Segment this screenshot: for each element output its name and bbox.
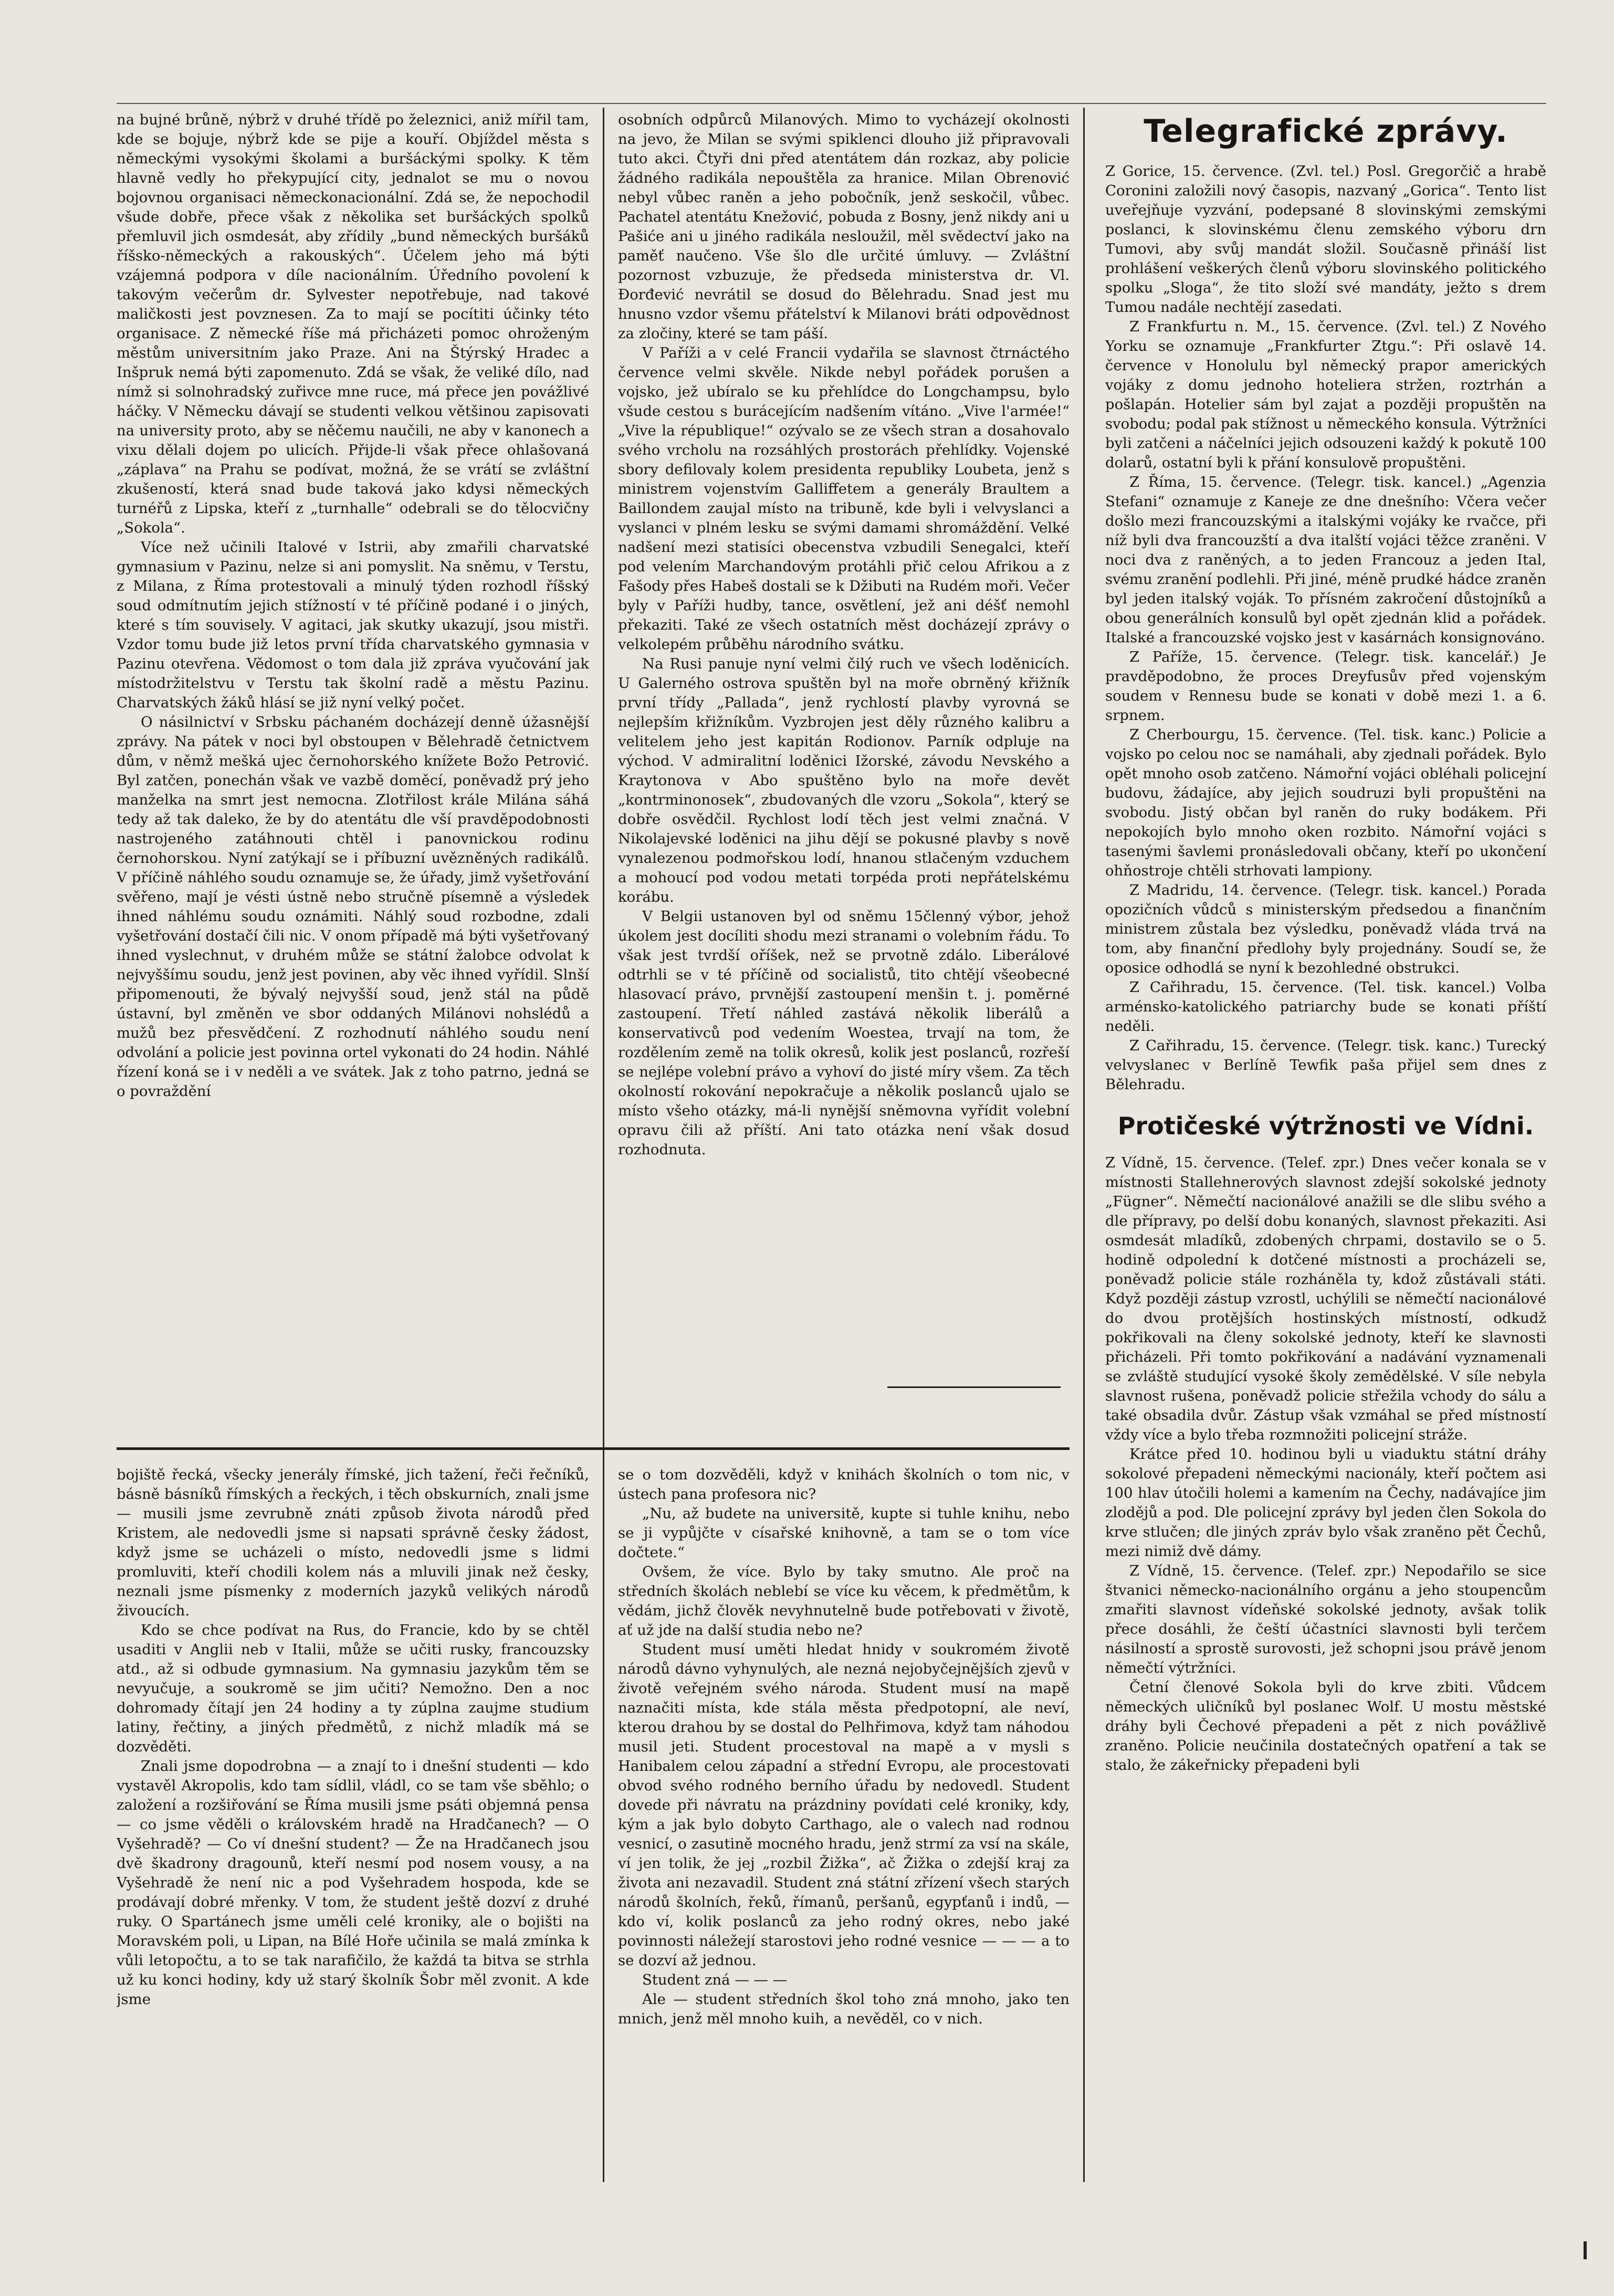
right-column-telegrams — [1105, 110, 1546, 2216]
feuilleton-paragraph: Ale — student středních škol toho zná mnoho, jako ten mnich, jenž měl mnoho kuih, a nevěděl, co v nich. — [618, 1991, 1070, 2027]
article-paragraph: na bujné brůně, nýbrž v druhé třídě po železnici, aniž mířil tam, kde se bojuje, nýbrž kde se pije a kouří. Objíždel města s německými vysokými školami a buršáckými spolky. K těm hlavně vedly ho překypující city, jednalot se mu o novou bojovnou organisaci německonacionální. Zdá se, že nepochodil všude dobře, přece však z několika set buršáckých spolků přemluvil jich osmdesát, aby zřídily „bund německých buršáků říšsko-německých a rakouských“. Účelem jeho má býti vzájemná podpora v díle nacionálním. Úředního povolení k takovým večerům dr. Sylvester nepotřebuje, nad takové maličkosti jest povznesen. Za to mají se pocítiti účinky této organisace. Z německé říše má přicházeti pomoc ohroženým městům universitním jako Praze. Ani na Štýrský Hradec a Inšpruk nemá býti zapomenuto. Zdá se však, že veliké dílo, nad nímž si solnohradský zuřivce mne ruce, má přece jen povážlivé háčky. V Německu dávají se studenti velkou většinou zapisovati na university proto, aby se něčemu naučili, ne aby v kanonech a vixu dělali dojem po ulicích. Přijde-li však přece ohlašovaná „záplava“ na Prahu se podívat, možná, že se vrátí se zvláštní zkušeností, která snad bude taková jako kdysi německých turnéřů z Lipska, kteří z „turnhalle“ odebrali se do tělocvičny „Sokola“. — [117, 111, 589, 536]
telegram-item: Z Cařihradu, 15. července. (Tel. tisk. kancel.) Volba arménsko-katolického patriarchy bude se konati příští neděli. — [1105, 979, 1546, 1035]
feuilleton-paragraph: Ovšem, že více. Bylo by taky smutno. Ale proč na středních školách neblebí se více ku věcem, k předmětům, k vědám, jichž člověk nevyhnutelně bude potřebovati v životě, ať už jde na další studia nebo ne? — [618, 1563, 1070, 1638]
feuilleton-paragraph: „Nu, až budete na universitě, kupte si tuhle knihu, nebo se ji vypůjčte v císařské knihovně, a tam se o tom více dočtete.“ — [618, 1505, 1070, 1561]
telegrams-heading: Telegrafické zprávy. — [1144, 113, 1508, 150]
feuilleton-paragraph: bojiště řecká, všecky jenerály římské, jich tažení, řeči řečníků, básně básníků římských a řeckých, i těch obskurních, znali jsme — musili jsme zevrubně znáti způsob života národů před Kristem, ale nedovedli jsme si napsati správně česky žádost, když jsme se ucházeli o místo, nedovedli jsme s lidmi promluviti, kteří chodili kolem nás a mluvili jinak než česky, neznali jsme písmenky z moderních jazyků velikých národů živoucích. — [117, 1466, 589, 1619]
feuilleton-paragraph: Student zná — — — — [642, 1971, 788, 1988]
telegram-item: Z Gorice, 15. července. (Zvl. tel.) Posl. Gregorčič a hrabě Coronini založili nový časopis, nazvaný „Gorica“. Tento list uveřejňuje vyzvání, podepsané 8 slovinskými zemskými poslanci, k slovinskému členu zemského výboru drn Tumovi, aby svůj mandát složil. Současně přináší list prohlášení veškerých členů výboru slovinského politického spolku „Sloga“, že tito složí své mandáty, ježto s drem Tumou nadále nechtějí zasedati. — [1105, 163, 1546, 316]
feuilleton-paragraph: se o tom dozvěděli, když v knihách školních o tom nic, v ústech pana profesora nic? — [618, 1466, 1070, 1502]
margin-mark — [1584, 2241, 1587, 2259]
top-rule — [117, 103, 1546, 104]
report-paragraph: Četní členové Sokola byli do krve zbiti. Vůdcem německých uličníků byl poslanec Wolf. U mostu městské dráhy byli Čechové přepadeni a pět z nich povážlivě zraněno. Policie neučinila dostatečných opatření a tak se stalo, že zákeřnicky přepadeni byli — [1105, 1679, 1546, 1773]
feuilleton-left-column — [117, 1465, 589, 2174]
article-paragraph: osobních odpůrců Milanových. Mimo to vycházejí okolnosti na jevo, že Milan se svými spiklenci dlouho již připravovali tuto akci. Čtyři dni před atentátem dán rozkaz, aby policie žádného radikála nepouštěla za hranice. Milan Obrenović nebyl vůbec raněn a jeho pobočník, jenž seskočil, vůbec. Pachatel atentátu Knežović, pobuda z Bosny, jenž nikdy ani u Pašiće ani u jiného radikála nesloužil, měl svědectví jako na paměť naučeno. Vše šlo dle určité úmluvy. — Zvláštní pozornost vzbuzuje, že předseda ministerstva dr. Vl. Đorđević nevrátil se dosud do Bělehradu. Snad jest mu hnusno vzdor všemu přátelství k Milanovi bráti odpovědnost za zločiny, které se tam páší. — [618, 111, 1070, 342]
telegram-item: Z Madridu, 14. července. (Telegr. tisk. kancel.) Porada opozičních vůdců s ministerským předsedou a finančním ministrem zůstala bez výsledku, poněvadž vláda trvá na tom, aby finanční předlohy byly projednány. Soudí se, že oposice odhodlá se nyní k bezohledné obstrukci. — [1105, 882, 1546, 976]
column-rule-1 — [603, 108, 604, 2182]
left-column-news — [117, 110, 589, 1444]
article-paragraph: Více než učinili Italové v Istrii, aby zmařili charvatské gymnasium v Pazinu, nelze si ani pomyslit. Na sněmu, v Terstu, z Milana, z Říma protestovali a minulý týden rozhodl říšský soud odmítnutím jejich stížností v té příčině podané i o jiných, které s tím souvisely. V agitaci, jak skutky ukazují, jsou mistři. Vzdor tomu bude již letos první třída charvatského gymnasia v Pazinu otevřena. Vědomost o tom dala již zpráva vyučování jak místodržitelstvu v Terstu tak školní radě a městu Pazinu. Charvatských žáků hlásí se již nyní velký počet. — [117, 539, 589, 711]
telegram-item: Z Frankfurtu n. M., 15. července. (Zvl. tel.) Z Nového Yorku se oznamuje „Frankfurter Ztgu.“: Při oslavě 14. července v Honolulu byl německý prapor amerických vojáky z domu jednoho hoteliera stržen, roztrhán a pošlapán. Hotelier sám byl zajat a později propuštěn na svobodu; podal pak stížnost u německého konsula. Výtržníci byli zatčeni a náčelníci jejich odsouzeni každý k pokutě 100 dolarů, ostatní byli k přání konsulově propuštěni. — [1105, 318, 1546, 471]
article-paragraph: O násilnictví v Srbsku páchaném docházejí denně úžasnější zprávy. Na pátek v noci byl obstoupen v Bělehradě četnictvem dům, v němž mešká ujec černohorského knížete Božo Petrović. Byl zatčen, ponechán však ve vazbě doměcí, poněvadž prý jeho manželka na smrt jest nemocna. Zlotřilost krále Milána sáhá tedy až tak daleko, že by do atentátu dle vší pravděpodobnosti nastrojeného zatáhnouti chtěl i panovnickou rodinu černohorskou. Nyní zatýkají se i příbuzní uvězněných radikálů. V příčině náhlého soudu oznamuje se, že úřady, jimž vyšetřování svěřeno, mají je vésti ústně nebo stručně písemně a výsledek ihned náhlému soudu oznámiti. Náhlý soud rozbodne, zdali vyšetřování dostačí čili nic. V onom případě má býti vyšetřovaný ihned vyslechnut, v druhém může se státní žalobce odvolat k nejvyššímu soudu, jenž jest povinen, aby věc ihned vyřídil. Slnší připomenouti, že bývalý nejvyšší soud, jenž stál na půdě ústavní, byl změněn ve sbor oddaných Milánovi nohslédů a mužů bez přesvědčení. Z rozhodnutí náhlého soudu není odvolání a policie jest povinna ortel vykonati do 24 hodin. Náhlé řízení koná se i v neděli a ve svátek. Jak z toho patrno, jedná se o povraždění — [117, 714, 589, 1100]
feuilleton-middle-column — [618, 1465, 1070, 2174]
article-paragraph: Na Rusi panuje nyní velmi čilý ruch ve všech loděnicích. U Galerného ostrova spuštěn byl na moře obrněný křižník první třídy „Pallada“, jenž rychlostí plavby vyrovná se nejlepším křižníkům. Vyzbrojen jest děly různého kalibru a velitelem jeho jest kapitán Rodionov. Parník odpluje na východ. V admiralitní loděnici Ižorské, závodu Nevského a Kraytonova v Abo spuštěno bylo na moře devět „kontrminonosek“, zbudovaných dle vzoru „Sokola“, který se dobře osvědčil. Rychlost lodí těch jest velmi značná. V Nikolajevské loděnici na jihu dějí se pokusné plavby s nově vynalezenou podmořskou lodí, hnanou stlačeným vzduchem a mohoucí pod vodou metati torpéda proti nepřátelskému korábu. — [618, 655, 1070, 905]
report-paragraph: Z Vídně, 15. července. (Telef. zpr.) Nepodařilo se sice štvanici německo-nacionálního orgánu a jeho stoupencům zmařiti slavnost vídeňské sokolské jednoty, avšak tolik přece dosáhli, že čeští účastníci slavnosti byli terčem násilností a sprostě surovosti, jež schopni jsou právě jenom němečtí výtržníci. — [1105, 1562, 1546, 1676]
telegram-item: Z Cherbourgu, 15. července. (Tel. tisk. kanc.) Policie a vojsko po celou noc se namáhali, aby zjednali pořádek. Bylo opět mnoho osob zatčeno. Námořní vojáci obléhali policejní budovu, žádajíce, aby jejich soudruzi byli propuštěni na svobodu. Jistý občan byl raněn do ruky bodákem. Při nepokojích bylo mnoho oken rozbito. Námořní vojáci s tasenými šavlemi pronásledovali občany, kteří po ukončení ohňostroje chtěli strhovati lampiony. — [1105, 726, 1546, 879]
feuilleton-paragraph: Student musí uměti hledat hnidy v soukromém životě národů dávno vyhynulých, ale nezná nejobyčejnějších zjevů v životě veřejném svého národa. Student musí na mapě naznačiti místa, kde stála města předpotopní, ale neví, kterou drahou by se dostal do Pelhřimova, když tam náhodou musil jeti. Student procestoval na mapě a v mysli s Hanibalem celou západní a střední Evropu, ale procestovati obvod svého rodného berního úřadu by nedovedl. Student dovede při návratu na prázdniny povídati celé kroniky, kdy, kým a jak bylo dobyto Carthago, ale o valech nad rodnou vesnicí, o zasutině mocného hradu, jenž strmí za vsí na skále, ví jen tolik, že jej „rozbil Žižka“, ač Žižka o zdejší kraj za života ani nezavadil. Student zná státní zřízení všech starých národů školních, řeků, římanů, peršanů, egypťanů i indů, — kdo ví, kolik poslanců za jeho rodný okres, nebo jaké povinnosti náležejí starostovi jeho rodné vesnice — — — a to se dozví až jednou. — [618, 1641, 1070, 1969]
telegram-item: Z Cařihradu, 15. července. (Telegr. tisk. kanc.) Turecký velvyslanec v Berlíně Tewfik paša přijel sem dnes z Bělehradu. — [1105, 1037, 1546, 1093]
feuilleton-paragraph: Kdo se chce podívat na Rus, do Francie, kdo by se chtěl usaditi v Anglii neb v Italii, může se učiti rusky, francouzsky atd., až si odbude gymnasium. Na gymnasiu jazykům těm se nevyučuje, a soukromě se jim učiti? Nemožno. Den a noc dohromady čítají jen 24 hodiny a ty zúplna zaujme studium latiny, řečtiny, a jiných předmětů, z nichž mladík má se dozvěděti. — [117, 1622, 589, 1755]
telegram-item: Z Říma, 15. července. (Telegr. tisk. kancel.) „Agenzia Stefani“ oznamuje z Kaneje ze dne dnešního: Včera večer došlo mezi francouzskými a italskými vojáky ke rvačce, při níž byli dva francouzští a dva italští vojáci těžce zraněni. V noci dva z raněných, a to jeden Francouz a jeden Ital, svému zranění podlehli. Při jiné, méně prudké hádce zraněn byl jeden italský voják. To přísném zakročení důstojníků a obou generálních konsulů byl opět zjednán klid a pořádek. Italské a francouzské vojsko jest v kasárnách konsignováno. — [1105, 474, 1546, 646]
telegram-item: Z Paříže, 15. července. (Telegr. tisk. kancelář.) Je pravděpodobno, že proces Dreyfusův před vojenským soudem v Rennesu bude se konati v době mezi 1. a 6. srpnem. — [1105, 649, 1546, 724]
middle-column-news — [618, 110, 1070, 1392]
report-paragraph: Z Vídně, 15. července. (Telef. zpr.) Dnes večer konala se v místnosti Stallehnerových slavnost zdejší sokolské jednoty „Fügner“. Němečtí nacionálové anažili se dle slibu svého a dle přípravy, po delší dobu konaných, slavnost překaziti. Asi osmdesát mladíků, zdobených chrpami, dostavilo se o 5. hodině odpolední k dotčené místnosti a procházeli se, poněvadž policie stále rozháněla ty, kdož zůstávali státi. Když později zástup vzrostl, uchýlili se němečtí nacionálové do dvou protějších hostinských místností, odkudž pokřikovali na členy sokolské jednoty, kteří ke slavnosti přicházeli. Při tomto pokřikování a nadávání vyznamenali se zvláště studující vysoké školy zemědělské. V síle nebyla slavnost rušena, poněvadž policie střežila vchody do sálu a také obsadila dvůr. Zástup však vzmáhal se před místností vždy více a bylo třeba rozmnožiti policejní stráže. — [1105, 1154, 1546, 1443]
article-paragraph: V Belgii ustanoven byl od sněmu 15členný výbor, jehož úkolem jest docíliti shodu mezi stranami o volebním řádu. To však jest tvrdší oříšek, než se prvotně zdálo. Liberálové odtrhli se v té příčině od socialistů, tito chtějí všeobecné hlasovací právo, prvnější zastoupení menšin t. j. poměrné zastoupení. Třetí náhled zastává několik liberálů a konservativců pod vedením Woestea, trvají na tom, že rozdělením země na tolik okresů, kolik jest poslanců, rozřeší se nejlépe volební právo a vyhoví do jisté míry všem. Za těch okolností rokování nepokračuje a několik poslanců ujalo se místo všeho otázky, má-li nynější sněmovna vyřídit volební opravu čili až příští. Ani tato otázka není však dosud rozhodnuta. — [618, 908, 1070, 1158]
vienna-riots-heading: Protičeské výtržnosti ve Vídni. — [1117, 1112, 1534, 1140]
feuilleton-paragraph: Znali jsme dopodrobna — a znají to i dnešní studenti — kdo vystavěl Akropolis, kdo tam sídlil, vládl, co se tam vše sběhlo; o založení a rozšiřování se Říma musili jsme psáti objemná pensa — co jsme věděli o královském hradě na Hradčanech? — O Vyšehradě? — Co ví dnešní student? — Že na Hradčanech jsou dvě škadrony dragounů, kteří nesmí pod nosem vousy, a na Vyšehradě že není nic a pod Vyšehradem hospoda, kde se prodávají dobré mřenky. V tom, že student ještě dozví z druhé ruky. O Spartánech jsme uměli celé kroniky, ale o bojišti na Moravském poli, u Lipan, na Bílé Hoře učinila se malá zmínka k vůli letopočtu, a to se tak narafičilo, že každá ta bitva se strhla už ku konci hodiny, kdy už starý školník Šobr měl zvonit. A kde jsme — [117, 1758, 589, 2008]
report-paragraph: Krátce před 10. hodinou byli u viaduktu státní dráhy sokolové přepadeni německými nacionály, kteří počtem asi 100 hlav útočili holemi a kamením na Čechy, nadávajíce jim zlodějů a pod. Dle policejní zprávy byl jeden člen Sokola do krve stlučen; dle jiných zpráv bylo však zraněno pět Čechů, mezi nimiž dvě dámy. — [1105, 1446, 1546, 1560]
feuilleton-rule — [117, 1447, 1070, 1450]
article-paragraph: V Paříži a v celé Francii vydařila se slavnost čtrnáctého července velmi skvěle. Nikde nebyl pořádek porušen a vojsko, jež ubíralo se ku přehlídce do Longchampsu, bylo všude cestou s burácejícím nadšením vítáno. „Vive l'armée!“ „Vive la république!“ ozývalo se ze všech stran a dosahovalo svého vrcholu na rozsáhlých prostorách přehlídky. Vojenské sbory defilovaly kolem presidenta republiky Loubeta, jenž s ministrem vojenstvím Galliffetem a generály Braultem a Baillondem zaujal místo na tribuně, kde byli i velvyslanci a vyslanci v plném lesku se svými damami shromáždění. Velké nadšení mezi statisíci obecenstva vzbudili Senegalci, kteří pod velením Marchandovým protáhli přič celou Afrikou a z Fašody přes Habeš dostali se k Džibuti na Rudém moři. Večer byly v Paříži hudby, tance, osvětlení, jež ani déšť nemohl překaziti. Také ze všech ostatních měst docházejí zprávy o velkolepém průběhu národního svátku. — [618, 345, 1070, 653]
column-rule-2 — [1083, 108, 1085, 2182]
